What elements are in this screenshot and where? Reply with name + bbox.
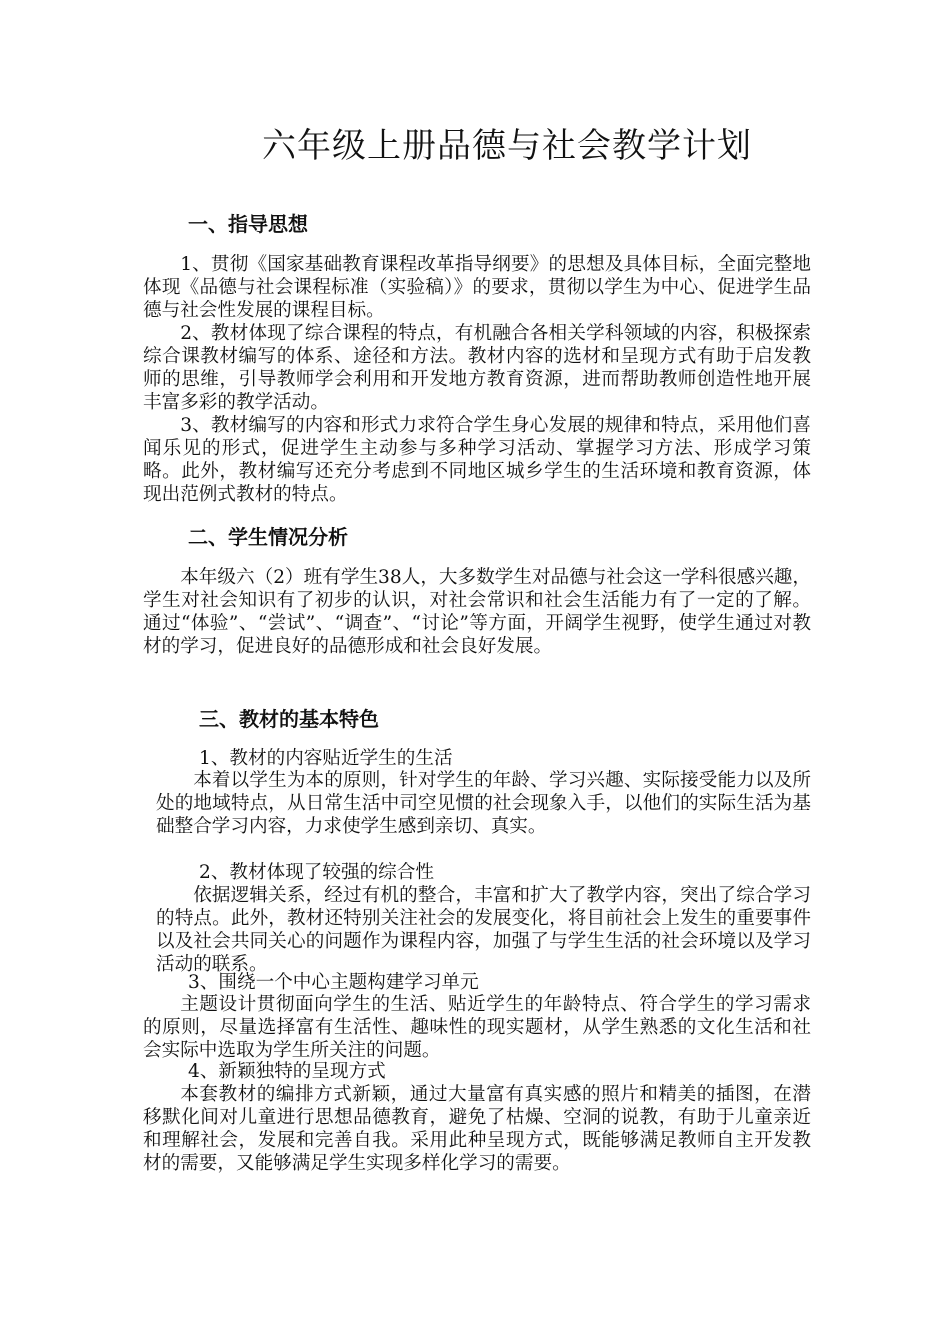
feature-subheading: 1、教材的内容贴近学生的生活 (199, 748, 453, 769)
feature-paragraph: 主题设计贯彻面向学生的生活、贴近学生的年龄特点、符合学生的学习需求的原则，尽量选择富有生活性、趣味性的现实题材，从学生熟悉的文化生活和社会实际中选取为学生所关注的问题。 (143, 994, 811, 1061)
paragraph: 2、教材体现了综合课程的特点，有机融合各相关学科领域的内容，积极探索综合课教材编写的体系、途径和方法。教材内容的选材和呈现方式有助于启发教师的思维，引导教师学会利用和开发地方教育资源，进而帮助教师创造性地开展丰富多彩的教学活动。 (143, 323, 811, 413)
document-title: 六年级上册品德与社会教学计划 (262, 126, 752, 166)
feature-subheading: 3、围绕一个中心主题构建学习单元 (188, 972, 479, 993)
paragraph: 3、教材编写的内容和形式力求符合学生身心发展的规律和特点，采用他们喜闻乐见的形式，促进学生主动参与多种学习活动、掌握学习方法、形成学习策略。此外，教材编写还充分考虑到不同地区城乡学生的生活环境和教育资源，体现出范例式教材的特点。 (143, 415, 811, 505)
section-heading-student-analysis: 二、学生情况分析 (188, 525, 348, 549)
feature-paragraph: 依据逻辑关系，经过有机的整合，丰富和扩大了教学内容，突出了综合学习的特点。此外，教材还特别关注社会的发展变化，将目前社会上发生的重要事件以及社会共同关心的问题作为课程内容，加强了与学生生活的社会环境以及学习活动的联系。 (156, 885, 811, 975)
feature-subheading: 4、新颖独特的呈现方式 (188, 1061, 386, 1082)
section-heading-guiding-ideology: 一、指导思想 (188, 212, 308, 236)
paragraph: 本年级六（2）班有学生38人，大多数学生对品德与社会这一学科很感兴趣，学生对社会知识有了初步的认识，对社会常识和社会生活能力有了一定的了解。通过“体验”、“尝试”、“调查”、“讨论”等方面，开阔学生视野，使学生通过对教材的学习，促进良好的品德形成和社会良好发展。 (143, 567, 811, 657)
feature-subheading: 2、教材体现了较强的综合性 (199, 862, 434, 883)
feature-paragraph: 本套教材的编排方式新颖，通过大量富有真实感的照片和精美的插图，在潜移默化间对儿童进行思想品德教育，避免了枯燥、空洞的说教，有助于儿童亲近和理解社会，发展和完善自我。采用此种呈现方式，既能够满足教师自主开发教材的需要，又能够满足学生实现多样化学习的需要。 (143, 1084, 811, 1174)
feature-paragraph: 本着以学生为本的原则，针对学生的年龄、学习兴趣、实际接受能力以及所处的地域特点，从日常生活中司空见惯的社会现象入手，以他们的实际生活为基础整合学习内容，力求使学生感到亲切、真实。 (156, 770, 811, 837)
paragraph: 1、贯彻《国家基础教育课程改革指导纲要》的思想及具体目标，全面完整地体现《品德与社会课程标准（实验稿）》的要求，贯彻以学生为中心、促进学生品德与社会性发展的课程目标。 (143, 254, 811, 321)
section-heading-textbook-features: 三、教材的基本特色 (199, 707, 379, 731)
